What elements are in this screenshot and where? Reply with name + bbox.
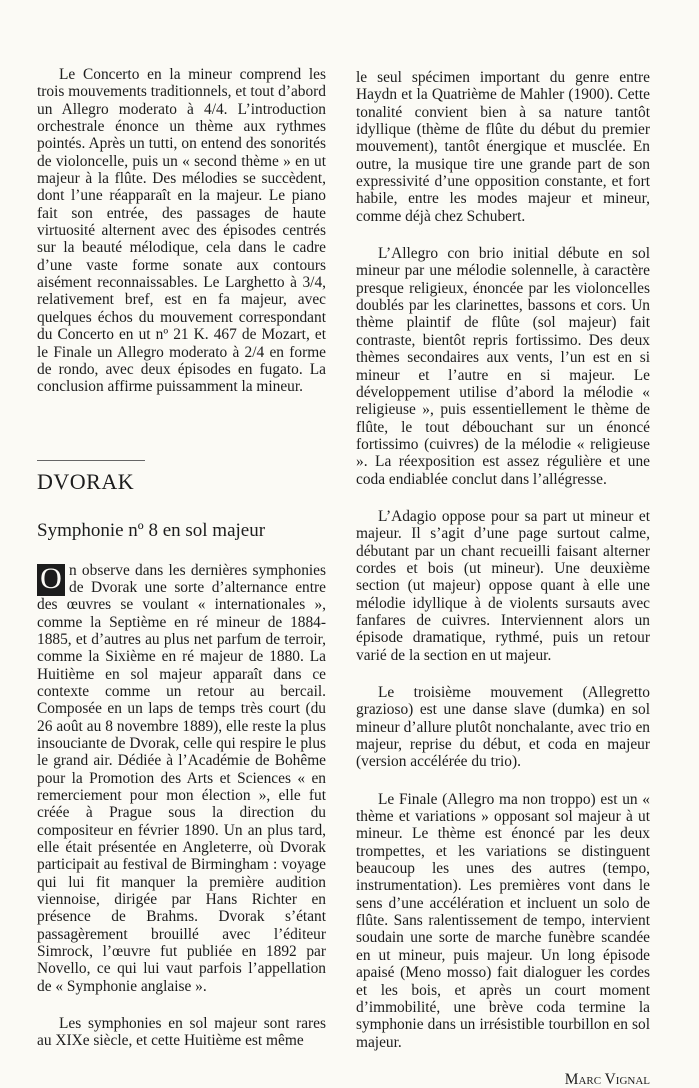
intro-paragraph xyxy=(37,562,326,996)
section-rule xyxy=(37,460,145,461)
author-signature: Marc Vignal xyxy=(564,1070,650,1088)
adagio-paragraph: L’Adagio oppose pour sa part ut mineur et majeur. Il s’agit d’une page surtout calme, débutant par un chant recueilli faisant alterner cordes et bois (ut mineur). Une deuxième section (ut majeur) oppose quant à elle une mélodie idyllique à de violents sursauts avec fanfares de cuivres. Interviennent alors un épisode dramatique, rythmé, puis un retour varié de la section en ut majeur. xyxy=(356,507,650,664)
left-column xyxy=(37,66,326,1050)
sol-majeur-paragraph: Les symphonies en sol majeur sont rares au XIXe siècle, et cette Huitième est même xyxy=(37,1015,326,1050)
finale-paragraph: Le Finale (Allegro ma non troppo) est un « thème et variations » opposant sol majeur à ut mineur. Le thème est énoncé par les deux trompettes, et les variations se distinguent beaucoup les unes des autres (tempo, instrumentation). Les premières vont dans le sens d’une accélération et incluent un solo de flûte. Sans ralentissement de tempo, intervient soudain une sorte de marche funèbre scandée en ut mineur, puis majeur. Un long épisode apaisé (Meno mosso) fait dialoguer les cordes et les bois, et après un court moment d’immobilité, une brève coda termine la symphonie dans un irrésistible tourbillon en sol majeur. xyxy=(356,790,650,1051)
third-movement-paragraph: Le troisième mouvement (Allegretto grazioso) est une danse slave (dumka) en sol mineur d’allure plutôt nonchalante, avec trio en majeur, reprise du début, et coda en majeur (version accélérée du trio). xyxy=(356,684,650,771)
section-heading: DVORAK xyxy=(37,468,135,494)
work-title: Symphonie nº 8 en sol majeur xyxy=(37,519,266,541)
allegro-paragraph: L’Allegro con brio initial débute en sol mineur par une mélodie solennelle, à caractère presque religieux, énoncée par les violoncelles doublés par les clarinettes, bassons et cors. Un thème plaintif de flûte (sol majeur) fait contraste, bientôt repris fortissimo. Des deux thèmes secondaires aux vents, l’un est en si mineur et l’autre en si majeur. Le développement utilise d’abord la mélodie « religieuse », puis essentiellement le thème de flûte, le tout débouchant sur un énoncé fortissimo (cuivres) de la mélodie « religieuse ». La réexposition est assez régulière et une coda endiablée conclut dans l’allégresse. xyxy=(356,245,650,488)
continuation-paragraph: le seul spécimen important du genre entre Haydn et la Quatrième de Mahler (1900). Cette tonalité convient bien à sa nature tantôt idyllique (thème de flûte du début du premier mouvement), tantôt énergique et musclée. En outre, la musique tire une grande part de son expressivité d’une opposition constante, et fort habile, entre les modes majeur et mineur, comme déjà chez Schubert. xyxy=(356,69,650,225)
right-column xyxy=(356,69,650,1088)
intro-text: n observe dans les dernières symphonies de Dvorak une sorte d’alternance entre des œuvres se voulant « internationales », comme la Septième en ré mineur de 1884-1885, et d’autres au plus net parfum de terroir, comme la Sixième en ré majeur de 1880. La Huitième en sol majeur apparaît dans ce contexte comme un retour au bercail. Composée en un laps de temps très court (du 26 août au 8 novembre 1889), elle reste la plus insouciante de Dvorak, celle qui respire le plus le grand air. Dédiée à l’Académie de Bohême pour la Promotion des Arts et Sciences « en remerciement pour mon élection », elle fut créée à Prague sous la direction du compositeur en février 1890. Un an plus tard, elle était présentée en Angleterre, où Dvorak participait au festival de Birmingham : voyage qui lui fit manquer la première audition viennoise, dirigée par Hans Richter en présence de Brahms. Dvorak s’étant passagèrement brouillé avec l’éditeur Simrock, l’œuvre fut publiée en 1892 par Novello, ce qui lui vaut parfois l’appellation de « Symphonie anglaise ». xyxy=(37,561,326,995)
concerto-paragraph: Le Concerto en la mineur comprend les trois mouvements traditionnels, et tout d’abord un Allegro moderato à 4/4. L’introduction orchestrale énonce un thème aux rythmes pointés. Après un tutti, on entend des sonorités de violoncelle, puis un « second thème » en ut majeur à la flûte. Des mélodies se succèdent, dont l’une réapparaît en la majeur. Le piano fait son entrée, des passages de haute virtuosité alternent avec des épisodes centrés sur la beauté mélodique, cela dans le cadre d’une vaste forme sonate aux contours aisément reconnaissables. Le Larghetto à 3/4, relativement bref, est en fa majeur, avec quelques échos du mouvement correspondant du Concerto en ut nº 21 K. 467 de Mozart, et le Finale un Allegro moderato à 2/4 en forme de rondo, avec deux épisodes en fugato. La conclusion affirme puissamment la mineur. xyxy=(37,66,326,396)
drop-cap: O xyxy=(37,564,65,596)
